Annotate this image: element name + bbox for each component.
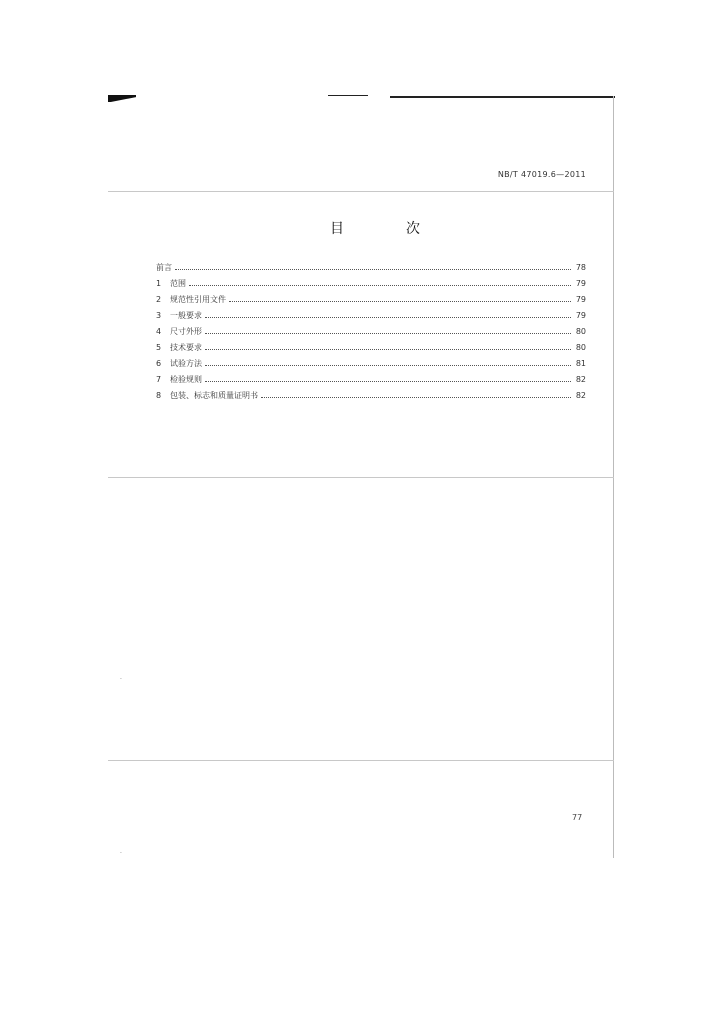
toc-entry-page: 79 bbox=[575, 295, 586, 304]
toc-entry[interactable] bbox=[156, 326, 586, 342]
scan-artifact bbox=[108, 95, 136, 102]
toc-title-char: 目 bbox=[330, 221, 344, 237]
toc-entry-label: 检验规则 bbox=[170, 375, 202, 384]
toc-entry-number: 3 bbox=[156, 311, 162, 320]
toc-leader bbox=[205, 333, 571, 334]
toc-title bbox=[330, 218, 420, 238]
toc-entry-page: 79 bbox=[575, 279, 586, 288]
toc-entry-page: 78 bbox=[575, 263, 586, 272]
toc-entry[interactable] bbox=[156, 390, 586, 406]
scan-line bbox=[390, 96, 615, 98]
toc-leader bbox=[205, 317, 571, 318]
toc-leader bbox=[229, 301, 571, 302]
toc-entry-page: 80 bbox=[575, 343, 586, 352]
toc-entry[interactable] bbox=[156, 278, 586, 294]
toc-entry-number: 1 bbox=[156, 279, 162, 288]
toc-entry-page: 82 bbox=[575, 375, 586, 384]
toc-leader bbox=[261, 397, 571, 398]
toc-entry[interactable] bbox=[156, 294, 586, 310]
toc-entry-label: 技术要求 bbox=[170, 343, 202, 352]
toc-entry-label: 范围 bbox=[170, 279, 186, 288]
scan-line bbox=[328, 95, 368, 96]
toc-leader bbox=[205, 365, 571, 366]
toc-entry[interactable] bbox=[156, 262, 586, 278]
toc-entry-page: 81 bbox=[575, 359, 586, 368]
toc-entry-label: 一般要求 bbox=[170, 311, 202, 320]
scan-speck: · bbox=[120, 850, 122, 857]
divider bbox=[108, 477, 614, 478]
toc-entry-number: 2 bbox=[156, 295, 162, 304]
toc-entry-page: 80 bbox=[575, 327, 586, 336]
toc-entry[interactable] bbox=[156, 342, 586, 358]
page-number: 77 bbox=[572, 813, 583, 822]
toc-entry-label: 包装、标志和质量证明书 bbox=[170, 391, 258, 400]
toc-entry-page: 79 bbox=[575, 311, 586, 320]
toc-entry-page: 82 bbox=[575, 391, 586, 400]
scan-speck: · bbox=[120, 676, 122, 683]
toc-entry[interactable] bbox=[156, 374, 586, 390]
toc-title-char: 次 bbox=[406, 221, 420, 237]
toc-leader bbox=[175, 269, 571, 270]
toc-leader bbox=[205, 381, 571, 382]
toc-entry[interactable] bbox=[156, 310, 586, 326]
toc-entry-label: 尺寸外形 bbox=[170, 327, 202, 336]
divider bbox=[108, 760, 614, 761]
standard-code: NB/T 47019.6—2011 bbox=[497, 170, 586, 179]
table-of-contents bbox=[156, 262, 586, 406]
toc-leader bbox=[189, 285, 571, 286]
toc-entry-label: 前言 bbox=[156, 263, 172, 272]
toc-leader bbox=[205, 349, 571, 350]
divider bbox=[108, 191, 614, 192]
toc-entry-number: 4 bbox=[156, 327, 162, 336]
toc-entry-number: 8 bbox=[156, 391, 162, 400]
toc-entry-number: 7 bbox=[156, 375, 162, 384]
toc-entry-label: 试验方法 bbox=[170, 359, 202, 368]
toc-entry-number: 6 bbox=[156, 359, 162, 368]
toc-entry-number: 5 bbox=[156, 343, 162, 352]
toc-entry[interactable] bbox=[156, 358, 586, 374]
toc-entry-label: 规范性引用文件 bbox=[170, 295, 226, 304]
